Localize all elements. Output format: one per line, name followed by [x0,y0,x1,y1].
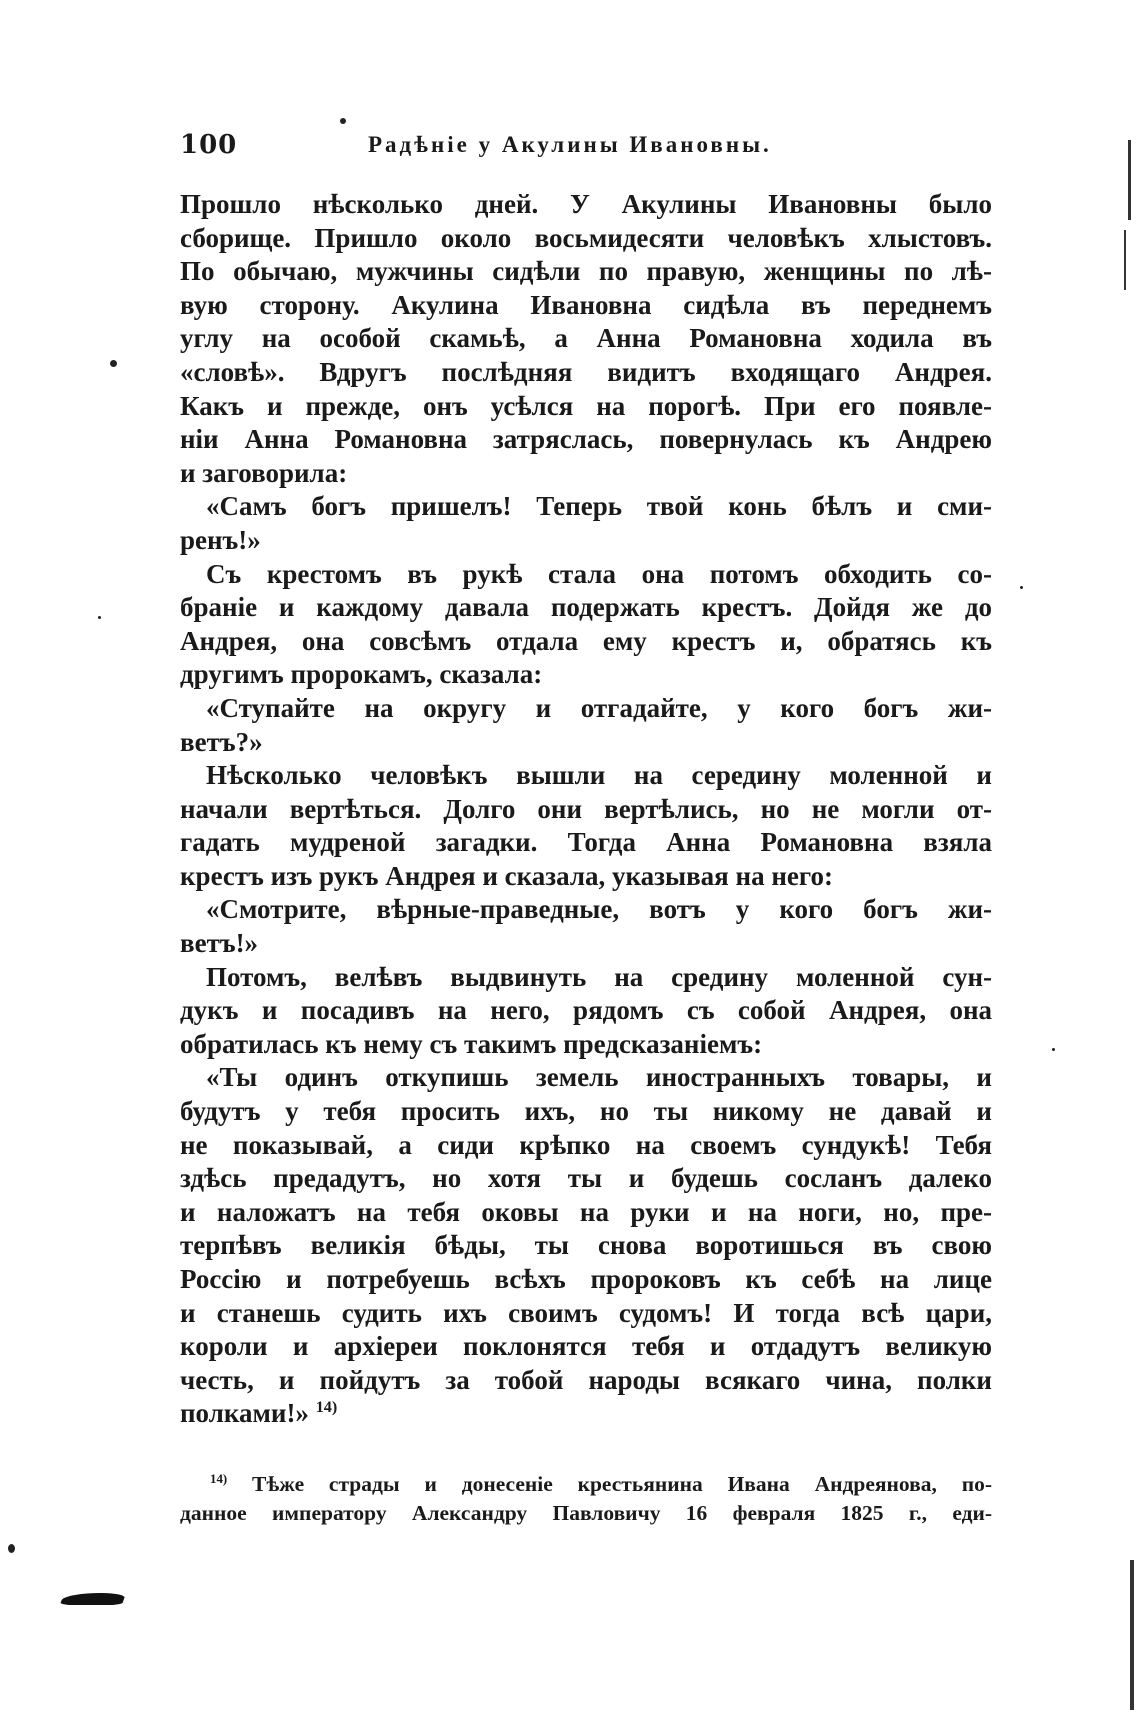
text-line: браніе и каждому давала подержать крестъ. Дойдя же до [180,592,992,623]
scan-speck [110,360,117,367]
footnote-text: Тѣже страды и донесеніе крестьянина Ивана Андреянова, по- [252,1472,993,1496]
text-line-with-note-ref [180,1397,992,1431]
footnote-reference[interactable]: 14) [315,1398,338,1417]
text-line: гадать мудреной загадки. Тогда Анна Романовна взяла [180,827,992,858]
text-line: Потомъ, велѣвъ выдвинуть на средину моленной сун- [206,961,992,992]
text-line: углу на особой скамьѣ, а Анна Романовна ходила въ [180,323,992,354]
text-line: и станешь судить ихъ своимъ судомъ! И тогда всѣ цари, [180,1297,992,1328]
body-text [180,188,992,1431]
scan-edge-mark [1130,1560,1134,1710]
footnote-line [180,1470,992,1499]
text-line: ренъ!» [180,524,261,555]
text-line: «Самъ богъ пришелъ! Теперь твой конь бѣлъ и сми- [206,491,992,522]
scan-edge-mark [1124,230,1126,290]
text-line: полками!» [180,1398,309,1429]
text-line: и наложатъ на тебя оковы на руки и на ноги, но, пре- [180,1196,992,1227]
text-line: Россію и потребуешь всѣхъ пророковъ къ себѣ на лице [180,1264,992,1294]
scan-speck [1052,1048,1055,1051]
text-line: Андрея, она совсѣмъ отдала ему крестъ и, обратясь къ [180,625,992,656]
text-line: «словѣ». Вдругъ послѣдняя видитъ входящаго Андрея. [180,356,992,387]
text-line: ніи Анна Романовна затряслась, повернулась къ Андрею [180,424,992,455]
text-line: ветъ?» [180,726,263,757]
text-line: другимъ пророкамъ, сказала: [180,659,543,690]
text-line: начали вертѣться. Долго они вертѣлись, но не могли от- [180,793,992,824]
text-line: здѣсь предадутъ, но хотя ты и будешь сосланъ далеко [180,1163,992,1194]
text-line: ветъ!» [180,928,259,959]
text-line: короли и архіереи поклонятся тебя и отдадутъ великую [180,1331,992,1362]
text-line: Нѣсколько человѣкъ вышли на середину моленной и [206,760,992,791]
page-number: 100 [180,130,238,160]
scan-speck [340,118,346,124]
text-line: «Ты одинъ откупишь земель иностранныхъ товары, и [206,1062,992,1093]
text-line: дукъ и посадивъ на него, рядомъ съ собой Андрея, она [180,995,992,1026]
text-line: Съ крестомъ въ рукѣ стала она потомъ обходить со- [206,558,992,589]
text-line: обратилась къ нему съ такимъ предсказаніемъ: [180,1028,763,1059]
text-line: и заговорила: [180,457,348,488]
text-line: не показывай, а сиди крѣпко на своемъ сундукѣ! Тебя [180,1129,992,1160]
running-title: Радѣніе у Акулины Ивановны. [368,132,772,157]
footnote [180,1470,992,1528]
footnote-marker: 14) [210,1471,228,1486]
scan-smudge [60,1593,126,1605]
text-line: честь, и пойдутъ за тобой народы всякаго чина, полки [180,1364,992,1395]
text-line: Прошло нѣсколько дней. У Акулины Ивановны было [180,189,992,219]
text-line: сборище. Пришло около восьмидесяти человѣкъ хлыстовъ. [180,222,992,253]
text-line: По обычаю, мужчины сидѣли по правую, женщины по лѣ- [180,256,992,287]
scan-speck [1020,586,1023,589]
running-head [180,130,980,170]
text-line: «Ступайте на округу и отгадайте, у кого богъ жи- [206,692,992,723]
scan-speck [8,1544,15,1553]
text-line: терпѣвъ великія бѣды, ты снова воротишься въ свою [180,1230,992,1261]
footnote-line: данное императору Александру Павловичу 16 февраля 1825 г., еди- [180,1501,992,1525]
text-line: «Смотрите, вѣрные-праведные, вотъ у кого богъ жи- [206,894,992,925]
text-line: будутъ у тебя просить ихъ, но ты никому не давай и [180,1096,992,1127]
scan-edge-mark [1128,140,1131,220]
text-line: крестъ изъ рукъ Андрея и сказала, указывая на него: [180,860,833,891]
text-line: вую сторону. Акулина Ивановна сидѣла въ переднемъ [180,289,992,320]
text-line: Какъ и прежде, онъ усѣлся на порогѣ. При его появле- [180,390,992,421]
scan-speck [98,616,101,619]
